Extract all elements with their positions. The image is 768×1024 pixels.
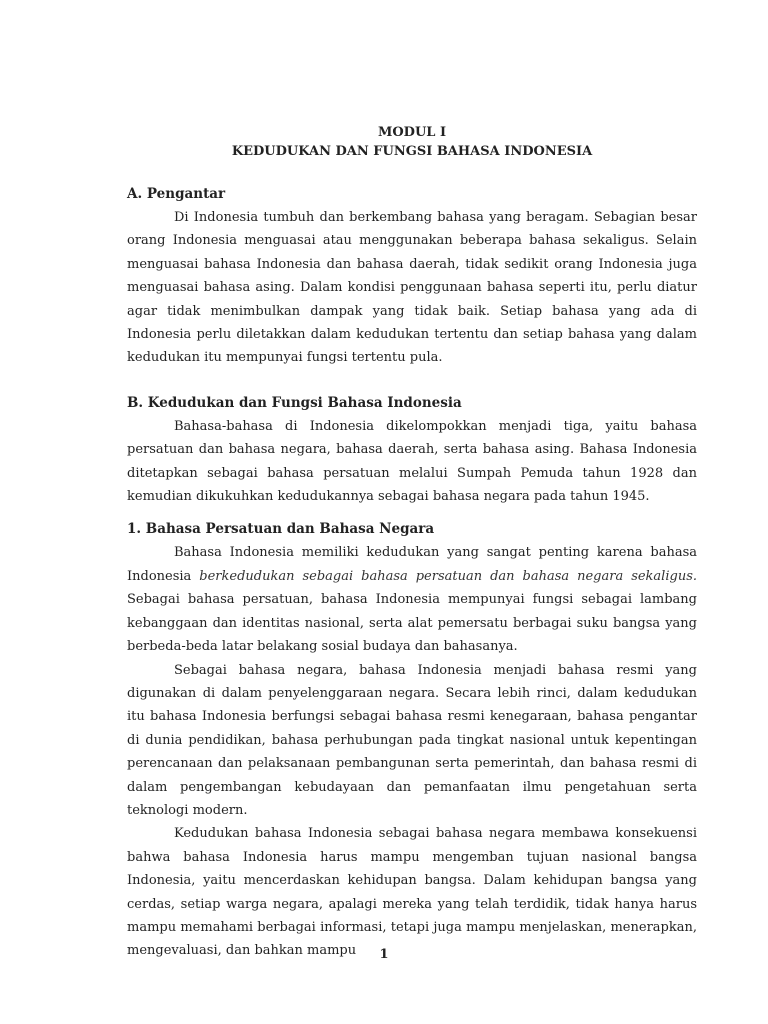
section-a-paragraph: Di Indonesia tumbuh dan berkembang bahasa yang beragam. Sebagian besar orang Indonesia menguasai atau menggunakan beberapa bahasa sekaligus. Selain menguasai bahasa Indonesia dan bahasa daerah, tidak sedikit orang Indonesia juga menguasai bahasa asing. Dalam kondisi penggunaan bahasa seperti itu, perlu diatur agar tidak menimbulkan dampak yang tidak baik. Setiap bahasa yang ada di Indonesia perlu diletakkan dalam kedudukan tertentu dan setiap bahasa yang dalam kedudukan itu mempunyai fungsi tertentu pula.: [127, 210, 697, 366]
module-subtitle: KEDUDUKAN DAN FUNGSI BAHASA INDONESIA: [231, 144, 593, 159]
section-1-paragraph-3: Kedudukan bahasa Indonesia sebagai bahasa negara membawa konsekuensi bahwa bahasa Indonesia harus mampu mengemban tujuan nasional bangsa Indonesia, yaitu mencerdaskan kehidupan bangsa. Dalam kehidupan bangsa yang cerdas, setiap warga negara, apalagi mereka yang telah terdidik, tidak hanya harus mampu memahami berbagai informasi, tetapi juga mampu menjelaskan, menerapkan, mengevaluasi, dan bahkan mampu: [127, 826, 697, 959]
page-number: 1: [379, 947, 389, 962]
section-b-paragraph: Bahasa-bahasa di Indonesia dikelompokkan menjadi tiga, yaitu bahasa persatuan dan bahasa negara, bahasa daerah, serta bahasa asing. Bahasa Indonesia ditetapkan sebagai bahasa persatuan melalui Sumpah Pemuda tahun 1928 dan kemudian dikukuhkan kedudukannya sebagai bahasa negara pada tahun 1945.: [127, 418, 697, 505]
spacer: [127, 370, 697, 392]
paragraph-text: Sebagai bahasa persatuan, bahasa Indonesia mempunyai fungsi sebagai lambang kebanggaan dan identitas nasional, serta alat pemersatu berbagai suku bangsa yang berbeda-beda latar belakang sosial budaya dan bahasanya.: [127, 592, 697, 655]
section-a-heading: A. Pengantar: [127, 186, 226, 202]
document-body: [127, 123, 697, 963]
module-title: MODUL I: [377, 125, 447, 140]
section-1-paragraph-2: Sebagai bahasa negara, bahasa Indonesia menjadi bahasa resmi yang digunakan di dalam penyelenggaraan negara. Secara lebih rinci, dalam kedudukan itu bahasa Indonesia berfungsi sebagai bahasa resmi kenegaraan, bahasa pengantar di dunia pendidikan, bahasa perhubungan pada tingkat nasional untuk kepentingan perencanaan dan pelaksanaan pembangunan serta pemerintah, dan bahasa resmi di dalam pengembangan kebudayaan dan pemanfaatan ilmu pengetahuan serta teknologi modern.: [127, 662, 697, 818]
paragraph-text: Bahasa Indonesia memiliki kedudukan yang sangat penting karena bahasa Indonesia: [127, 545, 697, 584]
section-1-paragraph-1: [127, 541, 697, 658]
italic-emphasis: berkedudukan sebagai bahasa persatuan dan bahasa negara sekaligus.: [199, 568, 697, 584]
spacer: [127, 508, 697, 518]
section-1-heading: 1. Bahasa Persatuan dan Bahasa Negara: [127, 521, 435, 538]
section-b-heading: B. Kedudukan dan Fungsi Bahasa Indonesia: [127, 394, 462, 411]
